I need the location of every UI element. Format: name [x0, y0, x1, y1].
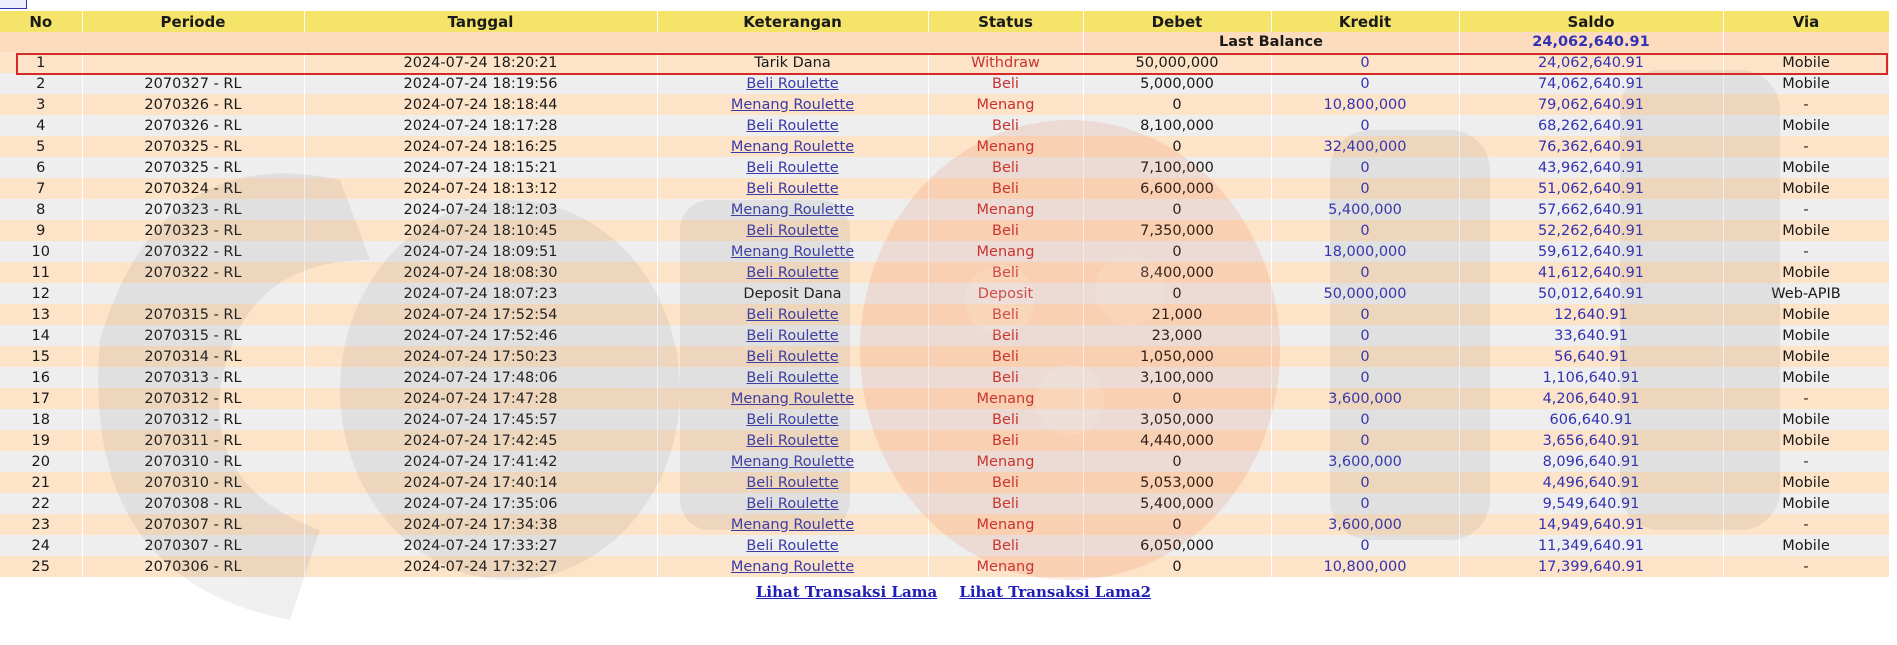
row-status: Menang: [976, 558, 1035, 575]
row-periode: 2070323 - RL: [144, 201, 242, 218]
last-balance-value: 24,062,640.91: [1459, 32, 1723, 52]
row-no: 9: [36, 222, 46, 239]
col-header-debet: Debet: [1083, 11, 1271, 32]
row-via: -: [1803, 453, 1809, 470]
row-no: 19: [31, 432, 50, 449]
row-via: Mobile: [1782, 222, 1830, 239]
col-header-status: Status: [928, 11, 1083, 32]
row-periode: 2070322 - RL: [144, 243, 242, 260]
row-tanggal: 2024-07-24 18:19:56: [403, 75, 558, 92]
row-via: Mobile: [1782, 54, 1830, 71]
row-debet: 5,053,000: [1140, 474, 1214, 491]
row-keterangan[interactable]: Menang Roulette: [730, 558, 855, 575]
row-periode: 2070307 - RL: [144, 516, 242, 533]
row-kredit: 0: [1360, 411, 1370, 428]
row-status: Menang: [976, 516, 1035, 533]
table-row: [0, 199, 1889, 220]
row-status: Beli: [992, 159, 1019, 176]
row-keterangan[interactable]: Beli Roulette: [746, 537, 839, 554]
row-periode: 2070310 - RL: [144, 453, 242, 470]
row-debet: 0: [1172, 453, 1182, 470]
row-status: Deposit: [977, 285, 1034, 302]
row-debet: 0: [1172, 390, 1182, 407]
row-periode: 2070326 - RL: [144, 117, 242, 134]
lihat-transaksi-lama-link[interactable]: Lihat Transaksi Lama: [755, 583, 938, 601]
row-no: 7: [36, 180, 46, 197]
row-kredit: 0: [1360, 264, 1370, 281]
table-row: [0, 472, 1889, 493]
row-debet: 1,050,000: [1140, 348, 1214, 365]
row-via: -: [1803, 243, 1809, 260]
row-periode: 2070311 - RL: [144, 432, 242, 449]
row-no: 2: [36, 75, 46, 92]
row-keterangan[interactable]: Menang Roulette: [730, 138, 855, 155]
row-saldo: 57,662,640.91: [1537, 201, 1645, 218]
row-keterangan[interactable]: Beli Roulette: [746, 180, 839, 197]
row-saldo: 8,096,640.91: [1542, 453, 1640, 470]
row-kredit: 3,600,000: [1328, 390, 1402, 407]
row-saldo: 606,640.91: [1549, 411, 1633, 428]
row-keterangan[interactable]: Beli Roulette: [746, 411, 839, 428]
row-periode: 2070325 - RL: [144, 138, 242, 155]
row-no: 20: [31, 453, 50, 470]
row-status: Beli: [992, 75, 1019, 92]
row-tanggal: 2024-07-24 18:07:23: [403, 285, 558, 302]
row-no: 14: [31, 327, 50, 344]
row-kredit: 10,800,000: [1323, 558, 1407, 575]
row-keterangan[interactable]: Beli Roulette: [746, 306, 839, 323]
row-via: -: [1803, 138, 1809, 155]
row-saldo: 4,496,640.91: [1542, 474, 1640, 491]
row-via: Mobile: [1782, 327, 1830, 344]
row-via: Mobile: [1782, 180, 1830, 197]
row-debet: 0: [1172, 285, 1182, 302]
row-debet: 7,100,000: [1140, 159, 1214, 176]
row-no: 4: [36, 117, 46, 134]
row-kredit: 5,400,000: [1328, 201, 1402, 218]
table-row: [0, 178, 1889, 199]
row-debet: 0: [1172, 516, 1182, 533]
row-no: 8: [36, 201, 46, 218]
row-saldo: 24,062,640.91: [1537, 54, 1645, 71]
table-row: [0, 493, 1889, 514]
row-via: Mobile: [1782, 495, 1830, 512]
row-kredit: 0: [1360, 348, 1370, 365]
row-no: 1: [36, 54, 46, 71]
row-status: Withdraw: [971, 54, 1040, 71]
col-header-tanggal: Tanggal: [304, 11, 657, 32]
row-periode: 2070314 - RL: [144, 348, 242, 365]
row-periode: 2070323 - RL: [144, 222, 242, 239]
row-debet: 0: [1172, 558, 1182, 575]
table-row: [0, 115, 1889, 136]
row-kredit: 0: [1360, 369, 1370, 386]
row-via: Web-APIB: [1771, 285, 1841, 302]
row-kredit: 0: [1360, 432, 1370, 449]
row-keterangan[interactable]: Beli Roulette: [746, 117, 839, 134]
row-debet: 0: [1172, 96, 1182, 113]
row-kredit: 0: [1360, 306, 1370, 323]
row-kredit: 18,000,000: [1323, 243, 1407, 260]
row-status: Beli: [992, 117, 1019, 134]
table-row: [0, 73, 1889, 94]
lihat-transaksi-lama2-link[interactable]: Lihat Transaksi Lama2: [959, 583, 1152, 601]
row-tanggal: 2024-07-24 18:10:45: [403, 222, 558, 239]
table-row: [0, 304, 1889, 325]
row-status: Menang: [976, 138, 1035, 155]
row-periode: 2070313 - RL: [144, 369, 242, 386]
row-debet: 0: [1172, 201, 1182, 218]
row-kredit: 0: [1360, 537, 1370, 554]
row-kredit: 10,800,000: [1323, 96, 1407, 113]
row-no: 17: [31, 390, 50, 407]
row-via: Mobile: [1782, 75, 1830, 92]
row-keterangan[interactable]: Beli Roulette: [746, 327, 839, 344]
row-periode: 2070315 - RL: [144, 306, 242, 323]
row-saldo: 56,640.91: [1554, 348, 1628, 365]
row-saldo: 9,549,640.91: [1542, 495, 1640, 512]
row-saldo: 52,262,640.91: [1537, 222, 1645, 239]
col-header-periode: Periode: [82, 11, 304, 32]
table-row: [0, 367, 1889, 388]
row-status: Beli: [992, 474, 1019, 491]
row-keterangan[interactable]: Menang Roulette: [730, 453, 855, 470]
row-status: Menang: [976, 96, 1035, 113]
row-status: Menang: [976, 453, 1035, 470]
row-no: 12: [31, 285, 50, 302]
row-debet: 4,440,000: [1140, 432, 1214, 449]
row-periode: 2070327 - RL: [144, 75, 242, 92]
row-keterangan[interactable]: Beli Roulette: [746, 348, 839, 365]
table-row: [0, 430, 1889, 451]
last-balance-row: [0, 32, 1889, 52]
row-status: Beli: [992, 369, 1019, 386]
row-kredit: 32,400,000: [1323, 138, 1407, 155]
row-keterangan[interactable]: Menang Roulette: [730, 243, 855, 260]
row-status: Beli: [992, 432, 1019, 449]
row-debet: 6,600,000: [1140, 180, 1214, 197]
row-keterangan[interactable]: Menang Roulette: [730, 201, 855, 218]
row-via: -: [1803, 558, 1809, 575]
row-saldo: 33,640.91: [1554, 327, 1628, 344]
row-tanggal: 2024-07-24 17:45:57: [403, 411, 558, 428]
row-debet: 5,400,000: [1140, 495, 1214, 512]
row-debet: 3,100,000: [1140, 369, 1214, 386]
row-kredit: 0: [1360, 495, 1370, 512]
table-row: [0, 388, 1889, 409]
row-saldo: 1,106,640.91: [1542, 369, 1640, 386]
row-periode: 2070310 - RL: [144, 474, 242, 491]
row-status: Beli: [992, 222, 1019, 239]
table-row: [0, 52, 1889, 73]
row-tanggal: 2024-07-24 18:09:51: [403, 243, 558, 260]
row-keterangan[interactable]: Beli Roulette: [746, 474, 839, 491]
row-periode: 2070324 - RL: [144, 180, 242, 197]
row-via: -: [1803, 516, 1809, 533]
row-periode: 2070312 - RL: [144, 411, 242, 428]
row-tanggal: 2024-07-24 18:15:21: [403, 159, 558, 176]
row-tanggal: 2024-07-24 17:50:23: [403, 348, 558, 365]
table-row: [0, 157, 1889, 178]
row-via: Mobile: [1782, 411, 1830, 428]
table-row: [0, 556, 1889, 577]
row-keterangan[interactable]: Menang Roulette: [730, 516, 855, 533]
row-keterangan[interactable]: Beli Roulette: [746, 495, 839, 512]
row-tanggal: 2024-07-24 17:52:54: [403, 306, 558, 323]
row-kredit: 0: [1360, 327, 1370, 344]
row-saldo: 74,062,640.91: [1537, 75, 1645, 92]
row-debet: 50,000,000: [1135, 54, 1219, 71]
row-saldo: 51,062,640.91: [1537, 180, 1645, 197]
row-saldo: 59,612,640.91: [1537, 243, 1645, 260]
row-tanggal: 2024-07-24 17:48:06: [403, 369, 558, 386]
row-keterangan[interactable]: Beli Roulette: [746, 432, 839, 449]
row-debet: 5,000,000: [1140, 75, 1214, 92]
row-tanggal: 2024-07-24 18:12:03: [403, 201, 558, 218]
row-no: 18: [31, 411, 50, 428]
table-row: [0, 325, 1889, 346]
col-header-kredit: Kredit: [1271, 11, 1459, 32]
row-keterangan: Deposit Dana: [743, 285, 842, 302]
row-kredit: 0: [1360, 222, 1370, 239]
row-tanggal: 2024-07-24 17:33:27: [403, 537, 558, 554]
table-row: [0, 409, 1889, 430]
row-no: 22: [31, 495, 50, 512]
row-via: Mobile: [1782, 348, 1830, 365]
table-row: [0, 220, 1889, 241]
row-via: Mobile: [1782, 432, 1830, 449]
transaction-table: [0, 11, 1890, 577]
row-keterangan[interactable]: Beli Roulette: [746, 75, 839, 92]
row-saldo: 43,962,640.91: [1537, 159, 1645, 176]
row-periode: 2070326 - RL: [144, 96, 242, 113]
row-via: Mobile: [1782, 264, 1830, 281]
row-status: Beli: [992, 264, 1019, 281]
last-balance-label: Last Balance: [1083, 32, 1459, 52]
row-keterangan[interactable]: Menang Roulette: [730, 390, 855, 407]
row-periode: 2070308 - RL: [144, 495, 242, 512]
row-no: 21: [31, 474, 50, 491]
row-kredit: 0: [1360, 159, 1370, 176]
corner-icon: [0, 0, 27, 9]
row-tanggal: 2024-07-24 17:35:06: [403, 495, 558, 512]
row-keterangan[interactable]: Beli Roulette: [746, 222, 839, 239]
col-header-keterangan: Keterangan: [657, 11, 928, 32]
col-header-saldo: Saldo: [1459, 11, 1723, 32]
row-tanggal: 2024-07-24 18:17:28: [403, 117, 558, 134]
row-no: 10: [31, 243, 50, 260]
row-tanggal: 2024-07-24 17:34:38: [403, 516, 558, 533]
row-periode: 2070315 - RL: [144, 327, 242, 344]
row-keterangan[interactable]: Beli Roulette: [746, 369, 839, 386]
table-row: [0, 136, 1889, 157]
row-tanggal: 2024-07-24 17:40:14: [403, 474, 558, 491]
row-saldo: 41,612,640.91: [1537, 264, 1645, 281]
row-saldo: 12,640.91: [1554, 306, 1628, 323]
row-tanggal: 2024-07-24 18:13:12: [403, 180, 558, 197]
table-row: [0, 514, 1889, 535]
row-kredit: 0: [1360, 117, 1370, 134]
table-row: [0, 262, 1889, 283]
row-tanggal: 2024-07-24 17:41:42: [403, 453, 558, 470]
row-keterangan[interactable]: Menang Roulette: [730, 96, 855, 113]
row-debet: 0: [1172, 243, 1182, 260]
row-status: Beli: [992, 348, 1019, 365]
row-saldo: 17,399,640.91: [1537, 558, 1645, 575]
row-no: 13: [31, 306, 50, 323]
row-tanggal: 2024-07-24 17:32:27: [403, 558, 558, 575]
row-keterangan[interactable]: Beli Roulette: [746, 264, 839, 281]
table-row: [0, 241, 1889, 262]
row-status: Beli: [992, 180, 1019, 197]
table-row: [0, 535, 1889, 556]
row-saldo: 11,349,640.91: [1537, 537, 1645, 554]
row-no: 3: [36, 96, 46, 113]
row-via: Mobile: [1782, 117, 1830, 134]
row-status: Menang: [976, 243, 1035, 260]
row-debet: 3,050,000: [1140, 411, 1214, 428]
row-via: Mobile: [1782, 369, 1830, 386]
row-no: 5: [36, 138, 46, 155]
row-via: -: [1803, 390, 1809, 407]
row-periode: 2070325 - RL: [144, 159, 242, 176]
row-via: Mobile: [1782, 159, 1830, 176]
row-no: 24: [31, 537, 50, 554]
row-tanggal: 2024-07-24 18:20:21: [403, 54, 558, 71]
row-status: Beli: [992, 306, 1019, 323]
row-debet: 21,000: [1151, 306, 1203, 323]
row-via: -: [1803, 96, 1809, 113]
row-kredit: 0: [1360, 75, 1370, 92]
row-kredit: 0: [1360, 180, 1370, 197]
row-status: Beli: [992, 537, 1019, 554]
row-keterangan: Tarik Dana: [754, 54, 831, 71]
col-header-no: No: [0, 11, 82, 32]
col-header-via: Via: [1723, 11, 1889, 32]
table-row: [0, 346, 1889, 367]
row-via: -: [1803, 201, 1809, 218]
row-saldo: 76,362,640.91: [1537, 138, 1645, 155]
table-row: [0, 451, 1889, 472]
row-tanggal: 2024-07-24 18:16:25: [403, 138, 558, 155]
row-via: Mobile: [1782, 537, 1830, 554]
row-no: 11: [31, 264, 50, 281]
row-no: 23: [31, 516, 50, 533]
row-no: 16: [31, 369, 50, 386]
row-status: Beli: [992, 495, 1019, 512]
row-debet: 8,100,000: [1140, 117, 1214, 134]
row-periode: 2070307 - RL: [144, 537, 242, 554]
row-saldo: 79,062,640.91: [1537, 96, 1645, 113]
row-tanggal: 2024-07-24 18:18:44: [403, 96, 558, 113]
row-debet: 0: [1172, 138, 1182, 155]
row-saldo: 3,656,640.91: [1542, 432, 1640, 449]
row-status: Menang: [976, 390, 1035, 407]
row-tanggal: 2024-07-24 17:52:46: [403, 327, 558, 344]
row-kredit: 0: [1360, 54, 1370, 71]
row-debet: 8,400,000: [1140, 264, 1214, 281]
row-tanggal: 2024-07-24 17:42:45: [403, 432, 558, 449]
row-debet: 23,000: [1151, 327, 1203, 344]
row-status: Beli: [992, 327, 1019, 344]
row-saldo: 68,262,640.91: [1537, 117, 1645, 134]
row-debet: 7,350,000: [1140, 222, 1214, 239]
row-saldo: 14,949,640.91: [1537, 516, 1645, 533]
footer-links: [0, 583, 1897, 601]
row-periode: 2070312 - RL: [144, 390, 242, 407]
row-kredit: 0: [1360, 474, 1370, 491]
row-saldo: 4,206,640.91: [1542, 390, 1640, 407]
table-row: [0, 94, 1889, 115]
row-tanggal: 2024-07-24 17:47:28: [403, 390, 558, 407]
table-row: [0, 283, 1889, 304]
row-kredit: 50,000,000: [1323, 285, 1407, 302]
row-keterangan[interactable]: Beli Roulette: [746, 159, 839, 176]
row-via: Mobile: [1782, 474, 1830, 491]
row-via: Mobile: [1782, 306, 1830, 323]
table-header-row: [0, 11, 1889, 32]
row-saldo: 50,012,640.91: [1537, 285, 1645, 302]
row-periode: 2070322 - RL: [144, 264, 242, 281]
row-no: 15: [31, 348, 50, 365]
row-kredit: 3,600,000: [1328, 516, 1402, 533]
row-no: 25: [31, 558, 50, 575]
row-kredit: 3,600,000: [1328, 453, 1402, 470]
row-tanggal: 2024-07-24 18:08:30: [403, 264, 558, 281]
row-periode: 2070306 - RL: [144, 558, 242, 575]
row-debet: 6,050,000: [1140, 537, 1214, 554]
row-status: Menang: [976, 201, 1035, 218]
row-status: Beli: [992, 411, 1019, 428]
row-no: 6: [36, 159, 46, 176]
